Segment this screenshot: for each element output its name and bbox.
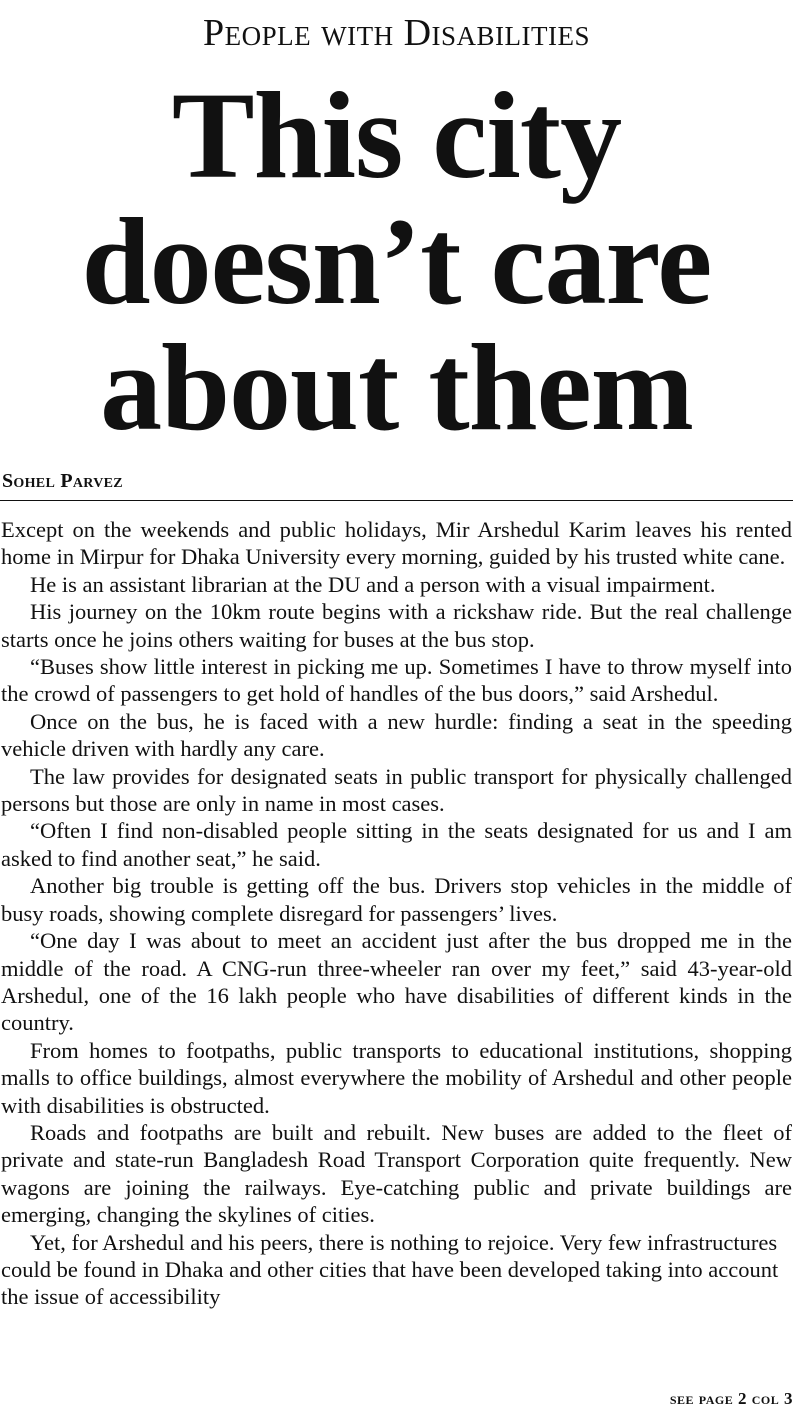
article-paragraph: The law provides for designated seats in public transport for physically challenged persons but those are only in name in most cases. bbox=[1, 763, 792, 817]
article-paragraph: “Often I find non-disabled people sitting in the seats designated for us and I am asked to find another seat,” he said. bbox=[1, 818, 792, 871]
article-paragraph: Yet, for Arshedul and his peers, there is nothing to rejoice. Very few infrastructures could be found in Dhaka and other cities that have been developed taking into account the issue of accessibility bbox=[1, 1229, 779, 1310]
article-paragraph: “Buses show little interest in picking me up. Sometimes I have to throw myself into the crowd of passengers to get hold of handles of the bus doors,” said Arshedul. bbox=[1, 654, 792, 707]
continuation-jump-line: see page 2 col 3 bbox=[664, 1389, 793, 1409]
article-body bbox=[1, 516, 792, 1311]
article-paragraph: “One day I was about to meet an accident just after the bus dropped me in the middle of the road. A CNG-run three-wheeler ran over my feet,” said 43-year-old Arshedul, one of the 16 lakh people who have disabilities of different kinds in the country. bbox=[1, 928, 792, 1036]
byline-divider bbox=[0, 500, 793, 501]
article-paragraph: Once on the bus, he is faced with a new hurdle: finding a seat in the speeding vehicle driven with hardly any care. bbox=[1, 708, 792, 762]
headline-line-2: doesn’t care bbox=[81, 193, 712, 330]
byline: Sohel Parvez bbox=[2, 470, 123, 492]
headline-line-3: about them bbox=[100, 319, 693, 456]
article-paragraph: He is an assistant librarian at the DU and a person with a visual impairment. bbox=[30, 571, 716, 597]
article-paragraph: Except on the weekends and public holidays, Mir Arshedul Karim leaves his rented home in Mirpur for Dhaka University every morning, guided by his trusted white cane. bbox=[1, 517, 792, 570]
article-paragraph: His journey on the 10km route begins with a rickshaw ride. But the real challenge starts once he joins others waiting for buses at the bus stop. bbox=[1, 599, 792, 652]
headline bbox=[0, 67, 793, 456]
headline-line-1: This city bbox=[171, 67, 622, 204]
article-paragraph: Roads and footpaths are built and rebuilt. New buses are added to the fleet of private and state-run Bangladesh Road Transport Corporation quite frequently. New wagons are joining the railways. Eye-catching public and private buildings are emerging, changing the skylines of cities. bbox=[1, 1119, 792, 1228]
section-kicker: People with Disabilities bbox=[202, 12, 591, 54]
article-paragraph: Another big trouble is getting off the bus. Drivers stop vehicles in the middle of busy roads, showing complete disregard for passengers’ lives. bbox=[1, 873, 792, 926]
article-paragraph: From homes to footpaths, public transports to educational institutions, shopping malls to office buildings, almost everywhere the mobility of Arshedul and other people with disabilities is obstructed. bbox=[1, 1037, 792, 1118]
